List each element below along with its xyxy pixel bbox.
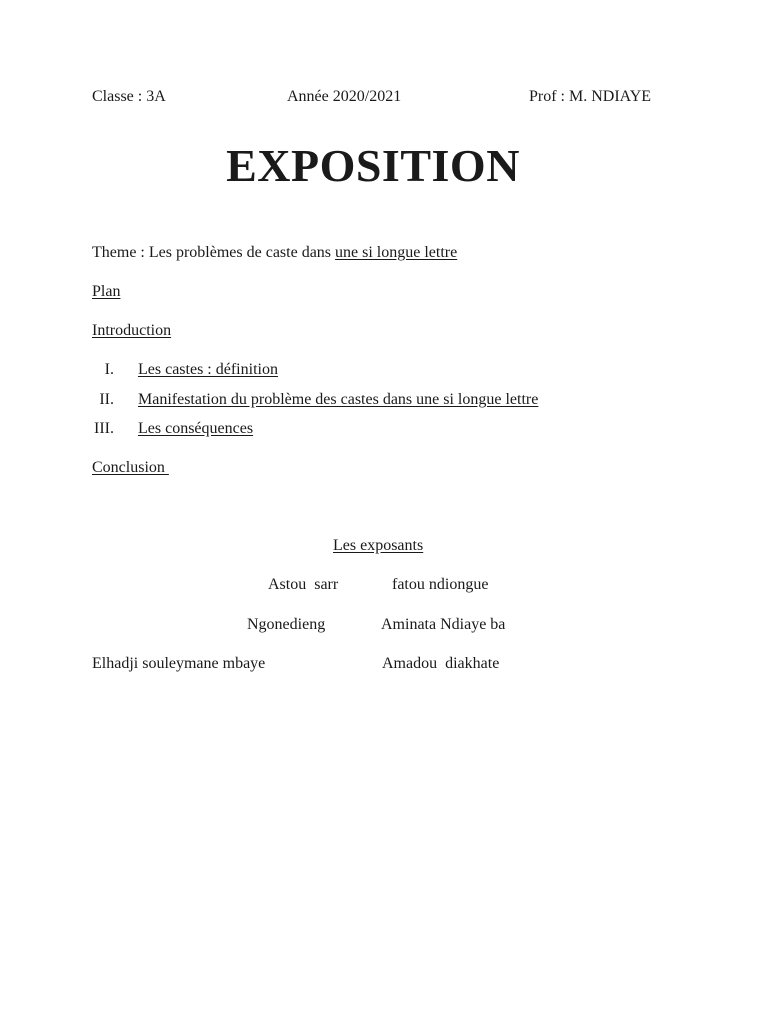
exposant-name: fatou ndiongue bbox=[392, 576, 489, 593]
conclusion-label: Conclusion bbox=[92, 459, 169, 476]
section-label: Les castes : définition bbox=[138, 361, 278, 378]
exposant-name: Aminata Ndiaye ba bbox=[381, 616, 506, 633]
exposant-name: Ngonedieng bbox=[247, 616, 326, 633]
section-label: Manifestation du problème des castes dans une si longue lettre bbox=[138, 391, 539, 408]
introduction-label: Introduction bbox=[92, 322, 172, 339]
section-number: III. bbox=[94, 420, 114, 437]
theme-book-title: une si longue lettre bbox=[335, 244, 458, 261]
header-classe: Classe : 3A bbox=[92, 88, 166, 105]
plan-label: Plan bbox=[92, 283, 121, 300]
exposants-heading: Les exposants bbox=[333, 537, 424, 554]
theme-line bbox=[92, 243, 457, 263]
theme-prefix: Theme : Les problèmes de caste dans bbox=[92, 244, 336, 261]
exposant-name: Amadou diakhate bbox=[382, 655, 500, 672]
exposant-name: Astou sarr bbox=[268, 576, 339, 593]
section-number: II. bbox=[99, 391, 114, 408]
exposant-name: Elhadji souleymane mbaye bbox=[92, 655, 266, 672]
header-prof: Prof : M. NDIAYE bbox=[529, 88, 652, 105]
section-label: Les conséquences bbox=[138, 420, 254, 437]
section-number: I. bbox=[104, 361, 114, 378]
header-annee: Année 2020/2021 bbox=[287, 88, 402, 105]
document-title: EXPOSITION bbox=[226, 140, 520, 191]
